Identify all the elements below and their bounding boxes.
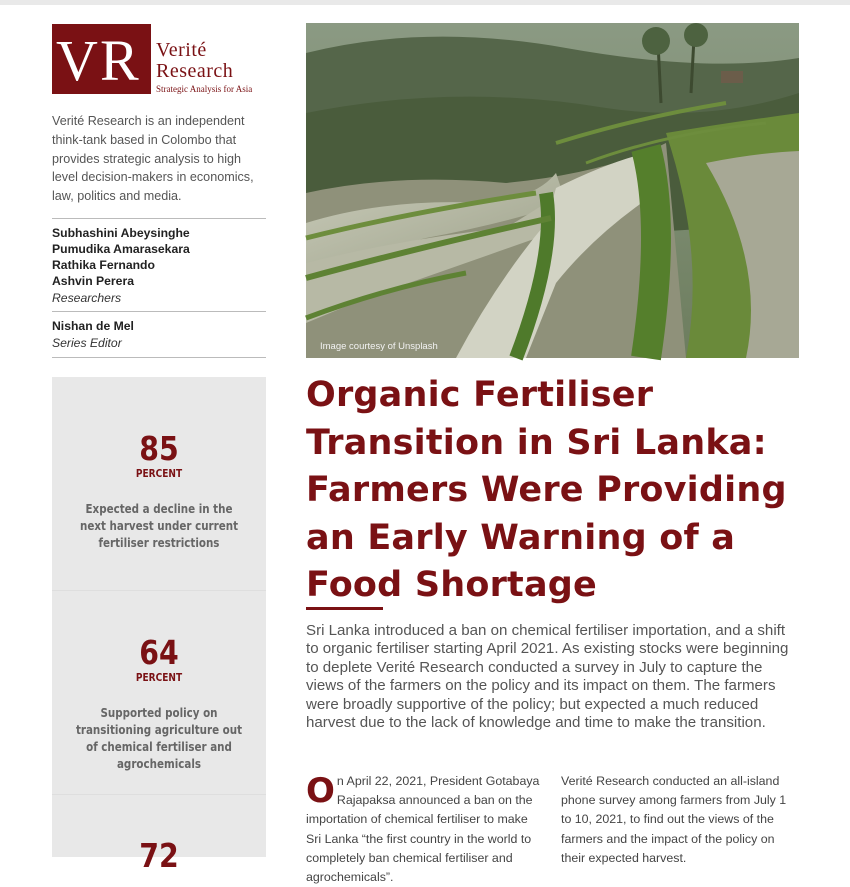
key-stats-panel	[52, 377, 266, 875]
logo-tagline: Strategic Analysis for Asia	[156, 84, 253, 94]
stat-block	[52, 635, 266, 773]
logo-monogram-v: V	[56, 28, 94, 93]
drop-cap: O	[306, 771, 335, 811]
title-underline	[306, 607, 383, 610]
article-body-left	[306, 772, 543, 887]
article-lede: Sri Lanka introduced a ban on chemical fertiliser importation, and a shift to organic fertiliser starting April 2021. As existing stocks were beginning to deplete Verité Research conducted a survey in July to capture the views of the farmers on the policy and its impact on them. The farmers were broadly supportive of the policy; but expected a much reduced harvest due to the lack of knowledge and time to make the transition.	[306, 622, 789, 732]
stat-divider	[52, 590, 266, 591]
about-text: Verité Research is an independent think-tank based in Colombo that provides strategic analysis to high level decision-makers in economics, law, politics and media.	[52, 114, 254, 204]
logo-wordmark	[156, 40, 252, 94]
researcher-name: Pumudika Amarasekara	[52, 242, 190, 256]
researcher-name: Ashvin Perera	[52, 274, 134, 288]
photo-caption: Image courtesy of Unsplash	[320, 341, 438, 352]
editor-block	[52, 318, 266, 352]
body-text-left: n April 22, 2021, President Gotabaya Rajapaksa announced a ban on the importation of chemical fertiliser to make Sri Lanka “the first country in the world to completely ban chemical fertiliser and agrochemicals”.	[306, 774, 540, 885]
stat-value: 72	[139, 836, 179, 875]
logo-monogram-r: R	[100, 28, 139, 93]
editor-role: Series Editor	[52, 336, 122, 350]
article-body-right	[561, 772, 798, 868]
editor-name: Nishan de Mel	[52, 319, 134, 333]
rice-terraces-photo	[306, 23, 799, 358]
logo-line-1: Verité	[156, 39, 207, 61]
page-title: Organic Fertiliser Transition in Sri Lanka: Farmers Were Providing an Early Warning of a Food Shortage	[306, 375, 787, 605]
stat-block	[52, 838, 266, 874]
stat-divider	[52, 794, 266, 795]
stat-description: Supported policy on transitioning agriculture out of chemical fertiliser and agrochemicals	[75, 706, 243, 771]
verite-research-logo[interactable]	[52, 24, 267, 96]
stat-value: 85	[139, 429, 179, 468]
researchers-block	[52, 225, 266, 307]
logo-line-2: Research	[156, 60, 234, 82]
divider	[52, 357, 266, 358]
researcher-name: Rathika Fernando	[52, 258, 155, 272]
logo-monogram	[52, 24, 151, 94]
divider	[52, 218, 266, 219]
stat-unit: PERCENT	[135, 672, 183, 684]
stat-block	[52, 431, 266, 552]
stat-unit: PERCENT	[135, 468, 183, 480]
researchers-role: Researchers	[52, 291, 122, 305]
divider	[52, 311, 266, 312]
stat-description: Expected a decline in the next harvest under current fertiliser restrictions	[79, 502, 238, 550]
researcher-name: Subhashini Abeysinghe	[52, 226, 190, 240]
body-text-right: Verité Research conducted an all-island phone survey among farmers from July 1 to 10, 2021, to find out the views of the farmers and the impact of the policy on their expected harvest.	[561, 774, 787, 865]
top-strip	[0, 0, 850, 5]
stat-value: 64	[139, 633, 179, 672]
